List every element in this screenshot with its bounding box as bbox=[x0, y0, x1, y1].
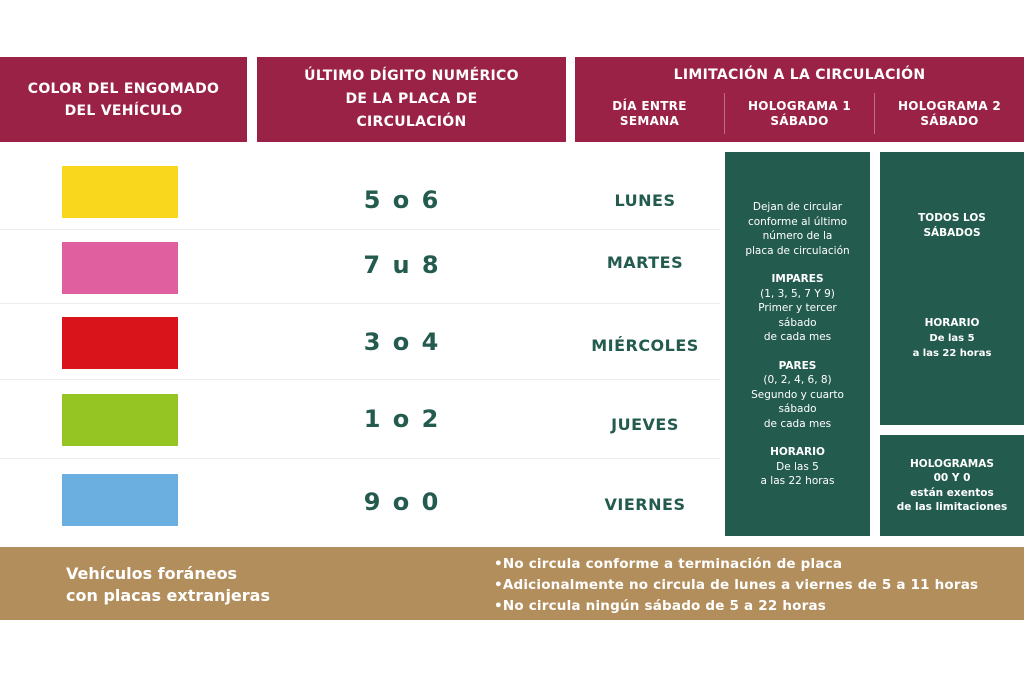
hologramas-exentos-panel: HOLOGRAMAS 00 Y 0 están exentos de las limitaciones bbox=[880, 435, 1024, 536]
impares-title: IMPARES bbox=[771, 273, 824, 285]
color-swatch bbox=[62, 242, 178, 294]
header-limitation-column bbox=[575, 57, 1024, 142]
rule-item: •No circula conforme a terminación de placa bbox=[494, 556, 843, 572]
pares-title: PARES bbox=[778, 359, 817, 372]
holograma-2-horario-title: HORARIO bbox=[924, 317, 980, 329]
holograma-2-panel bbox=[880, 152, 1024, 425]
horario-title: HORARIO bbox=[770, 446, 825, 458]
subheader-weekday: DÍA ENTRE SEMANA bbox=[575, 93, 725, 134]
row-divider bbox=[0, 379, 720, 380]
header-limitation-subheaders bbox=[575, 93, 1024, 142]
color-swatch bbox=[62, 394, 178, 446]
color-swatch bbox=[62, 166, 178, 218]
subheader-holograma-1: HOLOGRAMA 1 SÁBADO bbox=[725, 93, 875, 134]
color-swatch bbox=[62, 317, 178, 369]
plate-digits: 3 o 4 bbox=[363, 328, 441, 356]
horario-body: De las 5 a las 22 horas bbox=[760, 460, 835, 487]
row-divider bbox=[0, 229, 720, 230]
foreign-vehicles-label: Vehículos foráneos con placas extranjeras bbox=[66, 564, 270, 605]
row-divider bbox=[0, 303, 720, 304]
weekday-label: JUEVES bbox=[611, 415, 679, 434]
weekday-label: MIÉRCOLES bbox=[591, 336, 699, 355]
subheader-holograma-2: HOLOGRAMA 2 SÁBADO bbox=[897, 98, 1002, 128]
impares-body: (1, 3, 5, 7 Y 9) Primer y tercer sábado de cada mes bbox=[758, 287, 837, 343]
rule-item: •No circula ningún sábado de 5 a 22 horas bbox=[494, 598, 827, 614]
plate-digits: 7 u 8 bbox=[363, 251, 441, 279]
holograma-1-intro: Dejan de circular conforme al último número de la placa de circulación bbox=[745, 201, 850, 257]
weekday-label: MARTES bbox=[606, 253, 684, 272]
plate-digits: 9 o 0 bbox=[363, 488, 441, 516]
row-divider bbox=[0, 458, 720, 459]
plate-digits: 1 o 2 bbox=[363, 405, 441, 433]
holograma-2-horario-body: De las 5 a las 22 horas bbox=[912, 333, 992, 359]
foreign-vehicles-rules bbox=[494, 554, 978, 617]
plate-digits: 5 o 6 bbox=[363, 186, 441, 214]
weekday-label: VIERNES bbox=[604, 495, 686, 514]
header-color-column: COLOR DEL ENGOMADO DEL VEHÍCULO bbox=[0, 57, 247, 142]
weekday-label: LUNES bbox=[614, 191, 676, 210]
rule-item: •Adicionalmente no circula de lunes a viernes de 5 a 11 horas bbox=[494, 577, 979, 593]
holograma-1-panel bbox=[725, 152, 870, 536]
pares-body: (0, 2, 4, 6, 8) Segundo y cuarto sábado de cada mes bbox=[751, 374, 844, 430]
foreign-vehicles-banner bbox=[0, 547, 1024, 620]
color-swatch bbox=[62, 474, 178, 526]
header-limitation-title: LIMITACIÓN A LA CIRCULACIÓN bbox=[673, 67, 926, 83]
todos-los-sabados: TODOS LOS SÁBADOS bbox=[918, 212, 986, 239]
header-digit-column: ÚLTIMO DÍGITO NUMÉRICO DE LA PLACA DE CIRCULACIÓN bbox=[257, 57, 566, 142]
